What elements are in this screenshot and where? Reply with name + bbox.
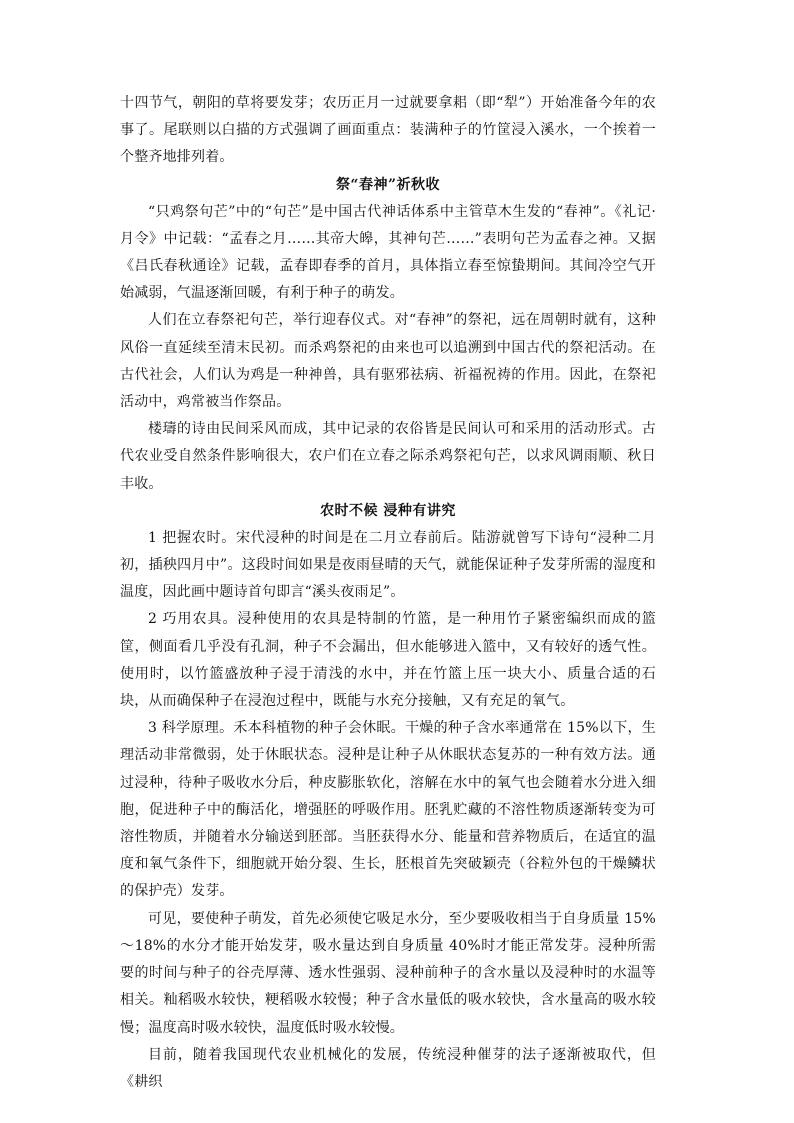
paragraph-conclusion: 可见，要使种子萌发，首先必须使它吸足水分，至少要吸收相当于自身质量 15%～18%的水分才能开始发芽，吸水量达到自身质量 40%时才能正常发芽。浸种所需要的时间与种子的谷壳厚薄、透水性强弱、浸种前种子的含水量以及浸种时的水温等相关。籼稻吸水较快，粳稻吸水较慢；种子含水量低的吸水较快，含水量高的吸水较慢；温度高时吸水较快，温度低时吸水较慢。 <box>120 910 656 1036</box>
paragraph-ritual: 人们在立春祭祀句芒，举行迎春仪式。对“春神”的祭祀，远在周朝时就有，这种风俗一直延续至清末民初。而杀鸡祭祀的由来也可以追溯到中国古代的祭祀活动。在古代社会，人们认为鸡是一种神兽，具有驱邪祛病、祈福祝祷的作用。因此，在祭祀活动中，鸡常被当作祭品。 <box>120 312 656 411</box>
section-heading-spring-god: 祭“春神”祈秋收 <box>335 176 441 193</box>
paragraph-lou-shu: 楼璹的诗由民间采风而成，其中记录的农俗皆是民间认可和采用的活动形式。古代农业受自然条件影响很大，农户们在立春之际杀鸡祭祀句芒，以求风调雨顺、秋日丰收。 <box>120 421 656 492</box>
paragraph-jumang: “只鸡祭句芒”中的“句芒”是中国古代神话体系中主管草木生发的“春神”。《礼记·月令》中记载：“孟春之月……其帝大皞，其神句芒……”表明句芒为孟春之神。又据《吕氏春秋通诠》记载，孟春即春季的首月，具体指立春至惊蛰期间。其间冷空气开始减弱，气温逐渐回暖，有利于种子的萌发。 <box>120 203 656 302</box>
paragraph-intro: 十四节气，朝阳的草将要发芽；农历正月一过就要拿耜（即“犁”）开始准备今年的农事了。尾联则以白描的方式强调了画面重点：装满种子的竹筐浸入溪水，一个挨着一个整齐地排列着。 <box>120 95 656 166</box>
paragraph-timing: 1 把握农时。宋代浸种的时间是在二月立春前后。陆游就曾写下诗句“浸种二月初，插秧四月中”。这段时间如果是夜雨昼晴的天气，就能保证种子发芽所需的湿度和温度，因此画中题诗首句即言“溪头夜雨足”。 <box>120 529 656 601</box>
paragraph-science: 3 科学原理。禾本科植物的种子会休眠。干燥的种子含水率通常在 15%以下，生理活动非常微弱，处于休眠状态。浸种是让种子从休眠状态复苏的一种有效方法。通过浸种，待种子吸收水分后，种皮膨胀软化，溶解在水中的氧气也会随着水分进入细胞，促进种子中的酶活化，增强胚的呼吸作用。胚乳贮藏的不溶性物质逐渐转变为可溶性物质，并随着水分输送到胚部。当胚获得水分、能量和营养物质后，在适宜的温度和氧气条件下，细胞就开始分裂、生长，胚根首先突破颖壳（谷粒外包的干燥鳞状的保护壳）发芽。 <box>120 720 656 900</box>
section-heading-seed-soaking: 农时不候 浸种有讲究 <box>320 502 456 519</box>
document-body <box>120 90 656 1096</box>
paragraph-modern: 目前，随着我国现代农业机械化的发展，传统浸种催芽的法子逐渐被取代，但《耕织 <box>120 1046 656 1090</box>
paragraph-tools: 2 巧用农具。浸种使用的农具是特制的竹篮，是一种用竹子紧密编织而成的篮筐，侧面看几乎没有孔洞，种子不会漏出，但水能够进入篮中，又有较好的透气性。使用时，以竹篮盛放种子浸于清浅的水中，并在竹篮上压一块大小、质量合适的石块，从而确保种子在浸泡过程中，既能与水充分接触，又有充足的氧气。 <box>120 611 656 710</box>
